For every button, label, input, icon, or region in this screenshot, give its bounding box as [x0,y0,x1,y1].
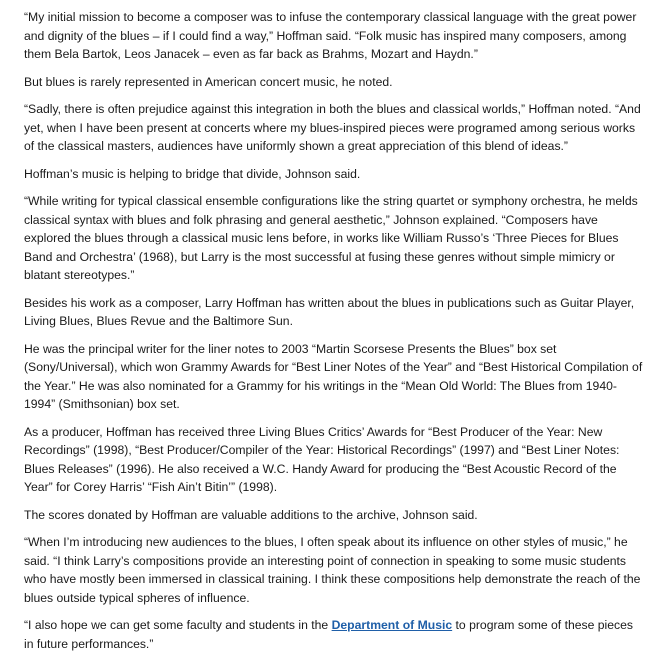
paragraph-6: Besides his work as a composer, Larry Hoffman has written about the blues in publications such as Guitar Player, Living Blues, Blues Revue and the Baltimore Sun. [24,295,635,328]
paragraph-5: “While writing for typical classical ensemble configurations like the string quartet or symphony orchestra, he melds classical syntax with blues and folk phrasing and general aesthetic,” Johnson explained. “Composers have explored the blues through a classical music lens before, in works like William Russo’s ‘Three Pieces for Blues Band and Orchestra’ (1968), but Larry is the most successful at fusing these genres without simple mimicry or blatant stereotypes.” [24,194,638,282]
department-of-music-link[interactable]: Department of Music [331,618,453,632]
paragraph-11-start: “I also hope we can get some faculty and students in the [24,618,332,632]
paragraph-10: “When I’m introducing new audiences to the blues, I often speak about its influence on other styles of music,” he said. “I think Larry’s compositions provide an interesting point of connection in speaking to some music students who have mostly been immersed in classical training. I think these compositions help demonstrate the reach of the blues outside typical spheres of influence. [24,535,641,605]
paragraph-7: He was the principal writer for the liner notes to 2003 “Martin Scorsese Presents the Blues” box set (Sony/Universal), which won Grammy Awards for “Best Liner Notes of the Year” and “Best Historical Compilation of the Year.” He was also nominated for a Grammy for his writings in the “Mean Old World: The Blues from 1940-1994” (Smithsonian) box set. [24,341,643,411]
paragraph-3: “Sadly, there is often prejudice against this integration in both the blues and classical worlds,” Hoffman noted. “And yet, when I have been present at concerts where my blues-inspired pieces were programed among serious works of the classical masters, audiences have uniformly shown a great appreciation of this blend of ideas.” [24,102,641,153]
paragraph-4: Hoffman’s music is helping to bridge that divide, Johnson said. [24,166,361,181]
paragraph-1: “My initial mission to become a composer was to infuse the contemporary classical language with the great power and dignity of the blues – if I could find a way,” Hoffman said. “Folk music has inspired many composers, among them Bela Bartok, Leos Janacek – even as far back as Brahms, Mozart and Haydn.” [24,10,637,61]
paragraph-8: As a producer, Hoffman has received three Living Blues Critics’ Awards for “Best Producer of the Year: New Recordings” (1998), “Best Producer/Compiler of the Year: Historical Recordings” (1997) and “Best Liner Notes: Blues Releases” (1996). He also received a W.C. Handy Award for producing the “Best Acoustic Record of the Year” for Corey Harris’ “Fish Ain’t Bitin’” (1998). [24,424,620,494]
paragraph-9: The scores donated by Hoffman are valuable additions to the archive, Johnson said. [24,507,478,522]
paragraph-2: But blues is rarely represented in American concert music, he noted. [24,74,393,89]
paragraph-11-end: to program some of these pieces in future performances.” [24,618,634,651]
paragraph-11 [24,616,643,653]
